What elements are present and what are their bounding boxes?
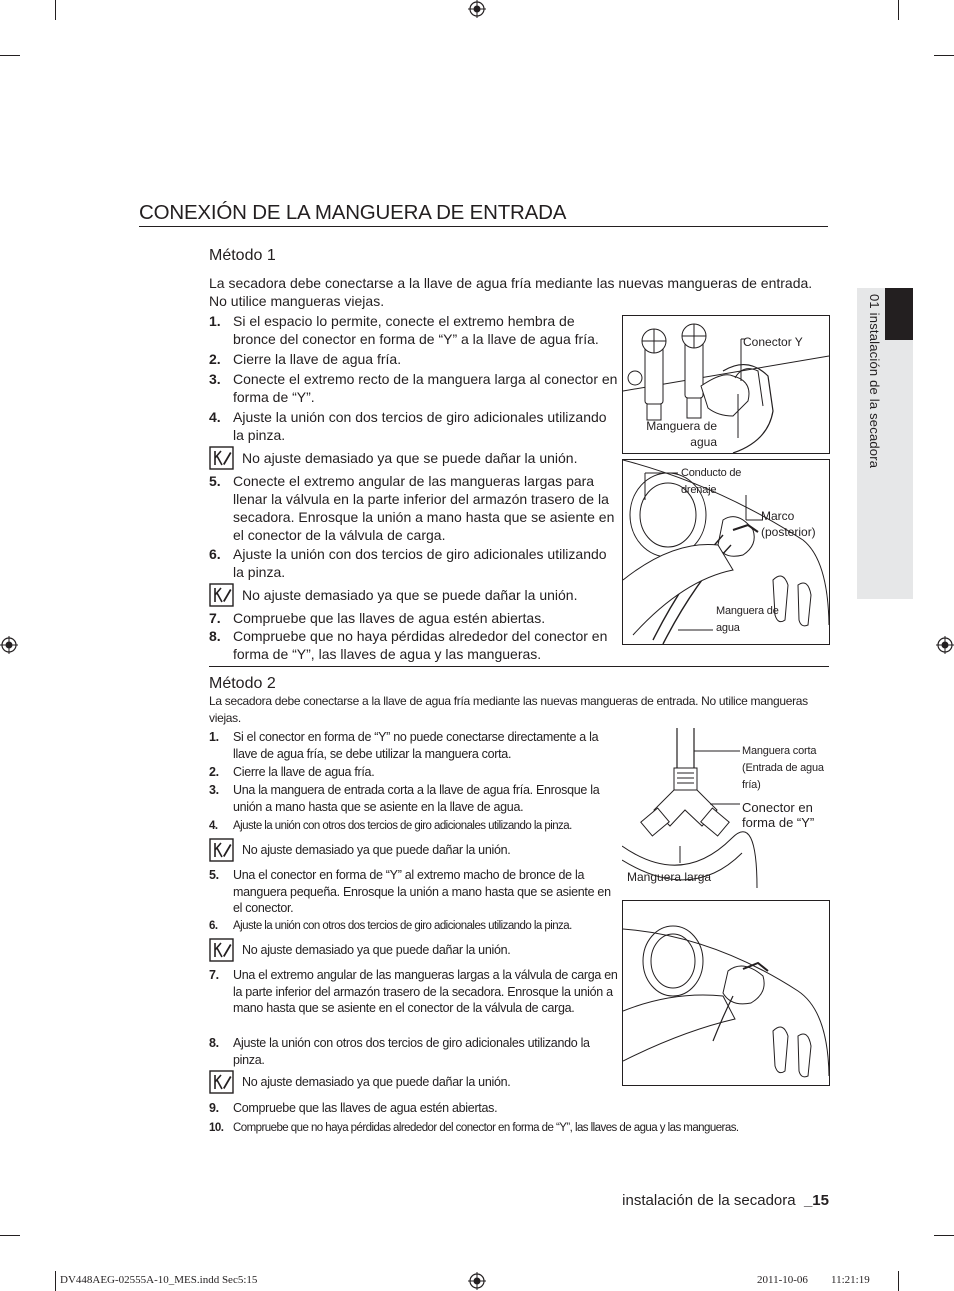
method2-step: [209, 729, 617, 762]
step-text: Ajuste la unión con dos tercios de giro adicionales utilizando la pinza.: [233, 546, 607, 580]
method1-step: [209, 312, 619, 348]
registration-mark-icon: [468, 1272, 486, 1290]
step-text: Ajuste la unión con otros dos tercios de giro adicionales utilizando la pinza.: [233, 1036, 590, 1067]
crop-mark: [55, 0, 56, 20]
step-text: Compruebe que no haya pérdidas alrededor del conector en forma de “Y”, las llaves de agua y las mangueras.: [233, 1122, 739, 1134]
step-text: Ajuste la unión con otros dos tercios de giro adicionales utilizando la pinza.: [233, 920, 572, 932]
callout-frame-rear: Marco (posterior): [761, 509, 816, 539]
step-text: Compruebe que las llaves de agua estén abiertas.: [233, 610, 546, 626]
step-number: 8.: [209, 1036, 219, 1050]
step-text: Una el extremo angular de las mangueras largas a la válvula de carga en la parte inferior del armazón trasero de la secadora. Enrosque la unión a mano hasta que se asiente en el conector de la válvula de carga.: [233, 968, 618, 1015]
step-number: 5.: [209, 473, 221, 489]
step-text: Compruebe que no haya pérdidas alrededor del conector en forma de “Y”, las llaves de agua y las mangueras.: [233, 628, 608, 662]
method2-note: [209, 838, 510, 862]
step-text: Una el conector en forma de “Y” al extremo macho de bronce de la manguera pequeña. Enrosque la unión a mano hasta que se asiente en el conector.: [233, 868, 611, 915]
method2-step: [209, 818, 621, 834]
crop-mark: [898, 0, 899, 20]
method1-step: [209, 627, 623, 663]
method1-note: [209, 583, 577, 607]
note-pencil-icon: [209, 1070, 234, 1094]
method2-step: [209, 1120, 831, 1136]
crop-mark: [934, 55, 954, 56]
callout-y-connector: Conector en forma de “Y”: [742, 800, 815, 830]
section-divider: [209, 666, 829, 667]
method1-step: [209, 472, 619, 544]
step-number: 9.: [209, 1101, 219, 1115]
step-number: 1.: [209, 313, 221, 329]
step-number: 6.: [209, 920, 218, 932]
step-number: 1.: [209, 730, 219, 744]
step-number: 7.: [209, 610, 221, 626]
note-pencil-icon: [209, 838, 234, 862]
step-number: 10.: [209, 1122, 224, 1134]
step-text: Compruebe que las llaves de agua estén abiertas.: [233, 1101, 498, 1115]
method1-step: [209, 609, 619, 627]
side-tab-label: 01 instalación de la secadora: [867, 294, 882, 469]
registration-mark-icon: [0, 636, 18, 654]
step-text: Conecte el extremo angular de las mangueras largas para llenar la válvula en la parte inferior del armazón trasero de la secadora. Enrosque la unión a mano hasta que se asiente en el conector de la válvula de carga.: [233, 473, 615, 543]
method2-heading: Método 2: [209, 675, 276, 692]
method1-intro: La secadora debe conectarse a la llave de agua fría mediante las nuevas mangueras de entrada. No utilice mangueras viejas.: [209, 275, 813, 309]
method2-step: [209, 1100, 829, 1117]
method2-step: [209, 918, 621, 934]
method2-step: [209, 867, 619, 917]
figure-dryer-back-connection: [622, 459, 830, 645]
step-number: 2.: [209, 351, 221, 367]
crop-mark: [55, 1271, 56, 1291]
note-pencil-icon: [209, 938, 234, 962]
callout-short-hose: Manguera corta (Entrada de agua fría): [742, 745, 824, 791]
method2-intro: La secadora debe conectarse a la llave de agua fría mediante las nuevas mangueras de entrada. No utilice mangueras viejas.: [209, 694, 808, 725]
callout-connector-y: Conector Y: [743, 335, 803, 349]
step-text: Cierre la llave de agua fría.: [233, 351, 402, 367]
method2-note: [209, 938, 510, 962]
method1-step: [209, 350, 619, 368]
callout-water-hose: Manguera de agua: [646, 419, 717, 449]
footer-section: instalación de la secadora: [622, 1192, 796, 1209]
step-number: 7.: [209, 968, 219, 982]
note-pencil-icon: [209, 583, 234, 607]
step-text: Si el conector en forma de “Y” no puede conectarse directamente a la llave de agua fría, se debe utilizar la manguera corta.: [233, 730, 599, 761]
page-number: _15: [803, 1192, 829, 1209]
print-slug-date: 2011-10-06: [757, 1274, 808, 1286]
registration-mark-icon: [468, 0, 486, 18]
dryer-back-illustration: [623, 901, 829, 1085]
method1-note: [209, 446, 577, 470]
step-number: 4.: [209, 409, 221, 425]
figure-y-connector-hoses: [622, 728, 832, 888]
method1-step: [209, 545, 619, 581]
step-number: 8.: [209, 628, 221, 644]
note-text: No ajuste demasiado ya que puede dañar la unión.: [242, 943, 511, 957]
crop-mark: [898, 1271, 899, 1291]
side-tab-marker: [885, 288, 913, 340]
figure-faucet-y-connector: [622, 315, 830, 454]
method2-note: [209, 1070, 510, 1094]
registration-mark-icon: [936, 636, 954, 654]
method2-step: [209, 967, 619, 1017]
crop-mark: [0, 1235, 20, 1236]
figure-dryer-back-connection: [622, 900, 830, 1086]
method2-step: [209, 764, 617, 781]
crop-mark: [934, 1235, 954, 1236]
method1-step: [209, 408, 619, 444]
print-slug-time: 11:21:19: [831, 1274, 870, 1286]
note-text: No ajuste demasiado ya que puede dañar la unión.: [242, 1075, 511, 1089]
method1-step: [209, 370, 619, 406]
print-slug-file: DV448AEG-02555A-10_MES.indd Sec5:15: [60, 1274, 258, 1286]
crop-mark: [0, 55, 20, 56]
note-text: No ajuste demasiado ya que se puede dañar la unión.: [242, 450, 578, 466]
footer-page-number: [622, 1192, 829, 1209]
callout-long-hose: Manguera larga: [627, 870, 712, 884]
note-text: No ajuste demasiado ya que se puede dañar la unión.: [242, 587, 578, 603]
step-text: Conecte el extremo recto de la manguera larga al conector en forma de “Y”.: [233, 371, 618, 405]
method1-heading: Método 1: [209, 247, 276, 264]
step-text: Si el espacio lo permite, conecte el extremo hembra de bronce del conector en forma de “Y” a la llave de agua fría.: [233, 313, 599, 347]
callout-drain-duct: Conducto de drenaje: [681, 467, 742, 496]
step-number: 4.: [209, 820, 218, 832]
step-number: 2.: [209, 765, 219, 779]
callout-water-hose: Manguera de agua: [716, 605, 779, 634]
page-title: CONEXIÓN DE LA MANGUERA DE ENTRADA: [139, 201, 828, 227]
step-text: Una la manguera de entrada corta a la llave de agua fría. Enrosque la unión a mano hasta que se asiente en la llave de agua.: [233, 783, 600, 814]
method2-step: [209, 1035, 619, 1068]
step-text: Cierre la llave de agua fría.: [233, 765, 375, 779]
note-pencil-icon: [209, 446, 234, 470]
step-number: 6.: [209, 546, 221, 562]
step-number: 3.: [209, 371, 221, 387]
step-text: Ajuste la unión con dos tercios de giro adicionales utilizando la pinza.: [233, 409, 607, 443]
method2-step: [209, 782, 617, 815]
step-number: 5.: [209, 868, 219, 882]
note-text: No ajuste demasiado ya que puede dañar la unión.: [242, 843, 511, 857]
step-number: 3.: [209, 783, 219, 797]
step-text: Ajuste la unión con otros dos tercios de giro adicionales utilizando la pinza.: [233, 820, 572, 832]
